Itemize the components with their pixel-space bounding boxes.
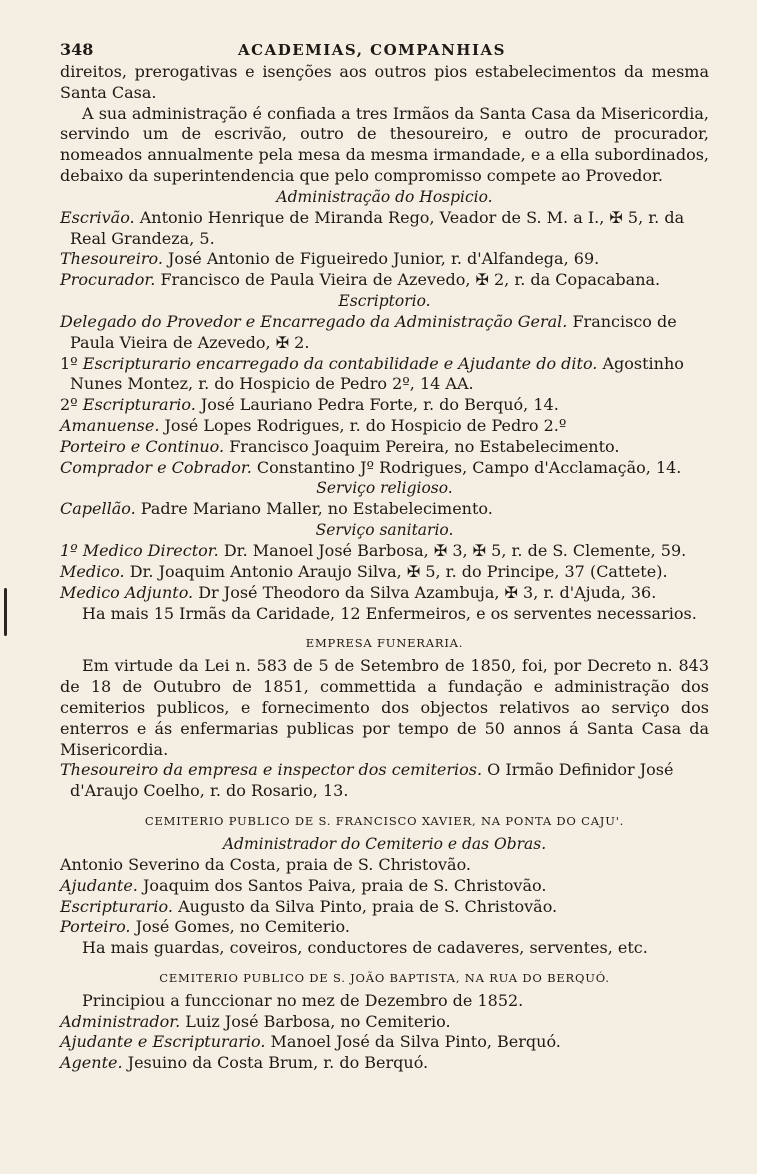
heading-cemiterio-caju: CEMITERIO PUBLICO DE S. FRANCISCO XAVIER, NA PONTA DO CAJU'. [144, 813, 625, 828]
entry-text: Manoel José da Silva Pinto, Berquó. [270, 1032, 561, 1052]
entry-porteiro-caju [60, 917, 709, 938]
entry-medico-adjunto [60, 583, 709, 604]
role-label: Thesoureiro. [60, 249, 163, 269]
role-label: Agente. [60, 1053, 123, 1073]
role-label: Ajudante e Escripturario. [60, 1032, 266, 1052]
heading-empresa-funeraria: EMPRESA FUNERARIA. [305, 636, 464, 651]
role-label: Ajudante. [60, 875, 138, 895]
running-header [60, 40, 709, 60]
entry-administrador-caju [60, 855, 709, 876]
heading-sanitario: Serviço sanitario. [315, 521, 454, 540]
entry-text: Augusto da Silva Pinto, praia de S. Christovão. [178, 896, 558, 916]
role-label: Porteiro. [60, 917, 131, 937]
entry-administrador-berquo [60, 1012, 709, 1033]
entry-text: O Irmão Definidor José d'Araujo Coelho, r. do Rosario, 13. [70, 760, 674, 801]
role-label: Comprador e Cobrador. [60, 457, 252, 477]
entry-escripturario-caju [60, 897, 709, 918]
entry-text: Agostinho Nunes Montez, r. do Hospicio de Pedro 2º, 14 AA. [70, 353, 684, 394]
entry-text: José Antonio de Figueiredo Junior, r. d'Alfandega, 69. [168, 249, 600, 269]
entry-thesoureiro-empresa [60, 760, 709, 802]
note-caju: Ha mais guardas, coveiros, conductores de cadaveres, serventes, etc. [82, 938, 648, 958]
heading-religioso: Serviço religioso. [316, 479, 453, 498]
role-label: Administrador. [60, 1011, 181, 1031]
entry-procurador [60, 270, 709, 291]
entry-text: Francisco Joaquim Pereira, no Estabelecimento. [229, 436, 620, 456]
entry-text: Padre Mariano Maller, no Estabelecimento. [140, 499, 493, 519]
intro-paragraph-1: direitos, prerogativas e isenções aos outros pios estabelecimentos da mesma Santa Casa. [60, 62, 709, 102]
role-label: 1º Medico Director. [60, 541, 219, 561]
entry-prefix: 1º [60, 353, 78, 373]
entry-primeiro-escripturario [60, 354, 709, 396]
heading-escriptorio: Escriptorio. [338, 291, 431, 310]
role-label: Porteiro e Continuo. [60, 436, 225, 456]
entry-porteiro [60, 437, 709, 458]
role-label: Escripturario encarregado da contabilidade e Ajudante do dito. [82, 353, 598, 373]
entry-medico-director [60, 541, 709, 562]
entry-text: Joaquim dos Santos Paiva, praia de S. Christovão. [142, 875, 547, 895]
role-label: Escripturario. [60, 896, 173, 916]
entry-text: Dr José Theodoro da Silva Azambuja, ✠ 3, r. d'Ajuda, 36. [198, 582, 657, 602]
page-number: 348 [60, 40, 94, 59]
heading-hospicio: Administração do Hospicio. [276, 187, 493, 206]
entry-text: José Gomes, no Cemiterio. [135, 917, 350, 937]
entry-text: Luiz José Barbosa, no Cemiterio. [185, 1011, 451, 1031]
note-sanitario: Ha mais 15 Irmãs da Caridade, 12 Enfermeiros, e os serventes necessarios. [82, 603, 697, 623]
entry-text: Dr. Manoel José Barbosa, ✠ 3, ✠ 5, r. de S. Clemente, 59. [223, 541, 687, 561]
entry-segundo-escripturario [60, 395, 709, 416]
heading-cemiterio-berquo: CEMITERIO PUBLICO DE S. JOÃO BAPTISTA, NA RUA DO BERQUÓ. [159, 970, 610, 985]
entry-text: Dr. Joaquim Antonio Araujo Silva, ✠ 5, r. do Principe, 37 (Cattete). [129, 561, 668, 581]
entry-ajudante-berquo [60, 1032, 709, 1053]
entry-thesoureiro [60, 249, 709, 270]
entry-capellao [60, 499, 709, 520]
entry-prefix: 2º [60, 395, 78, 415]
entry-delegado [60, 312, 709, 354]
entry-medico [60, 562, 709, 583]
entry-ajudante-caju [60, 876, 709, 897]
role-label: Capellão. [60, 499, 136, 519]
entry-escrivao [60, 208, 709, 250]
role-label: Procurador. [60, 270, 156, 290]
entry-text: Francisco de Paula Vieira de Azevedo, ✠ 2. [70, 311, 677, 352]
entry-text: Antonio Henrique de Miranda Rego, Veador de S. M. a I., ✠ 5, r. da Real Grandeza, 5. [70, 207, 685, 248]
entry-text: Francisco de Paula Vieira de Azevedo, ✠ 2, r. da Copacabana. [160, 270, 661, 290]
role-label: Thesoureiro da empresa e inspector dos cemiterios. [60, 760, 483, 780]
entry-amanuense [60, 416, 709, 437]
entry-text: Constantino Jº Rodrigues, Campo d'Acclamação, 14. [256, 457, 682, 477]
role-label: Amanuense. [60, 415, 160, 435]
running-title: ACADEMIAS, COMPANHIAS [238, 41, 506, 59]
margin-mark [4, 588, 7, 636]
role-label: Medico. [60, 561, 125, 581]
role-label: Delegado do Provedor e Encarregado da Administração Geral. [60, 311, 568, 331]
intro-paragraph-2: A sua administração é confiada a tres Irmãos da Santa Casa da Misericordia, servindo um de escrivão, outro de thesoureiro, e outro de procurador, nomeados annualmente pela mesa da mesma irmandade, e a ella subordinados, debaixo da superintendencia que pelo compromisso compete ao Provedor. [60, 103, 709, 185]
role-label: Escrivão. [60, 207, 135, 227]
role-label: Escripturario. [82, 395, 196, 415]
subheading-administrador: Administrador do Cemiterio e das Obras. [222, 834, 547, 853]
entry-text: José Lopes Rodrigues, r. do Hospicio de Pedro 2.º [164, 415, 567, 435]
entry-comprador [60, 458, 709, 479]
entry-text: Antonio Severino da Costa, praia de S. Christovão. [60, 854, 472, 874]
empresa-body: Em virtude da Lei n. 583 de 5 de Setembro de 1850, foi, por Decreto n. 843 de 18 de Outubro de 1851, commettida a fundação e administração dos cemiterios publicos, e fornecimento dos objectos relativos ao serviço dos enterros e ás enfermarias publicas por tempo de 50 annos á Santa Casa da Misericordia. [60, 656, 709, 759]
entry-text: Jesuino da Costa Brum, r. do Berquó. [127, 1053, 429, 1073]
entry-agente-berquo [60, 1053, 709, 1074]
role-label: Medico Adjunto. [60, 582, 194, 602]
entry-text: José Lauriano Pedra Forte, r. do Berquó, 14. [200, 395, 559, 415]
berquo-intro: Principiou a funccionar no mez de Dezembro de 1852. [82, 990, 524, 1010]
